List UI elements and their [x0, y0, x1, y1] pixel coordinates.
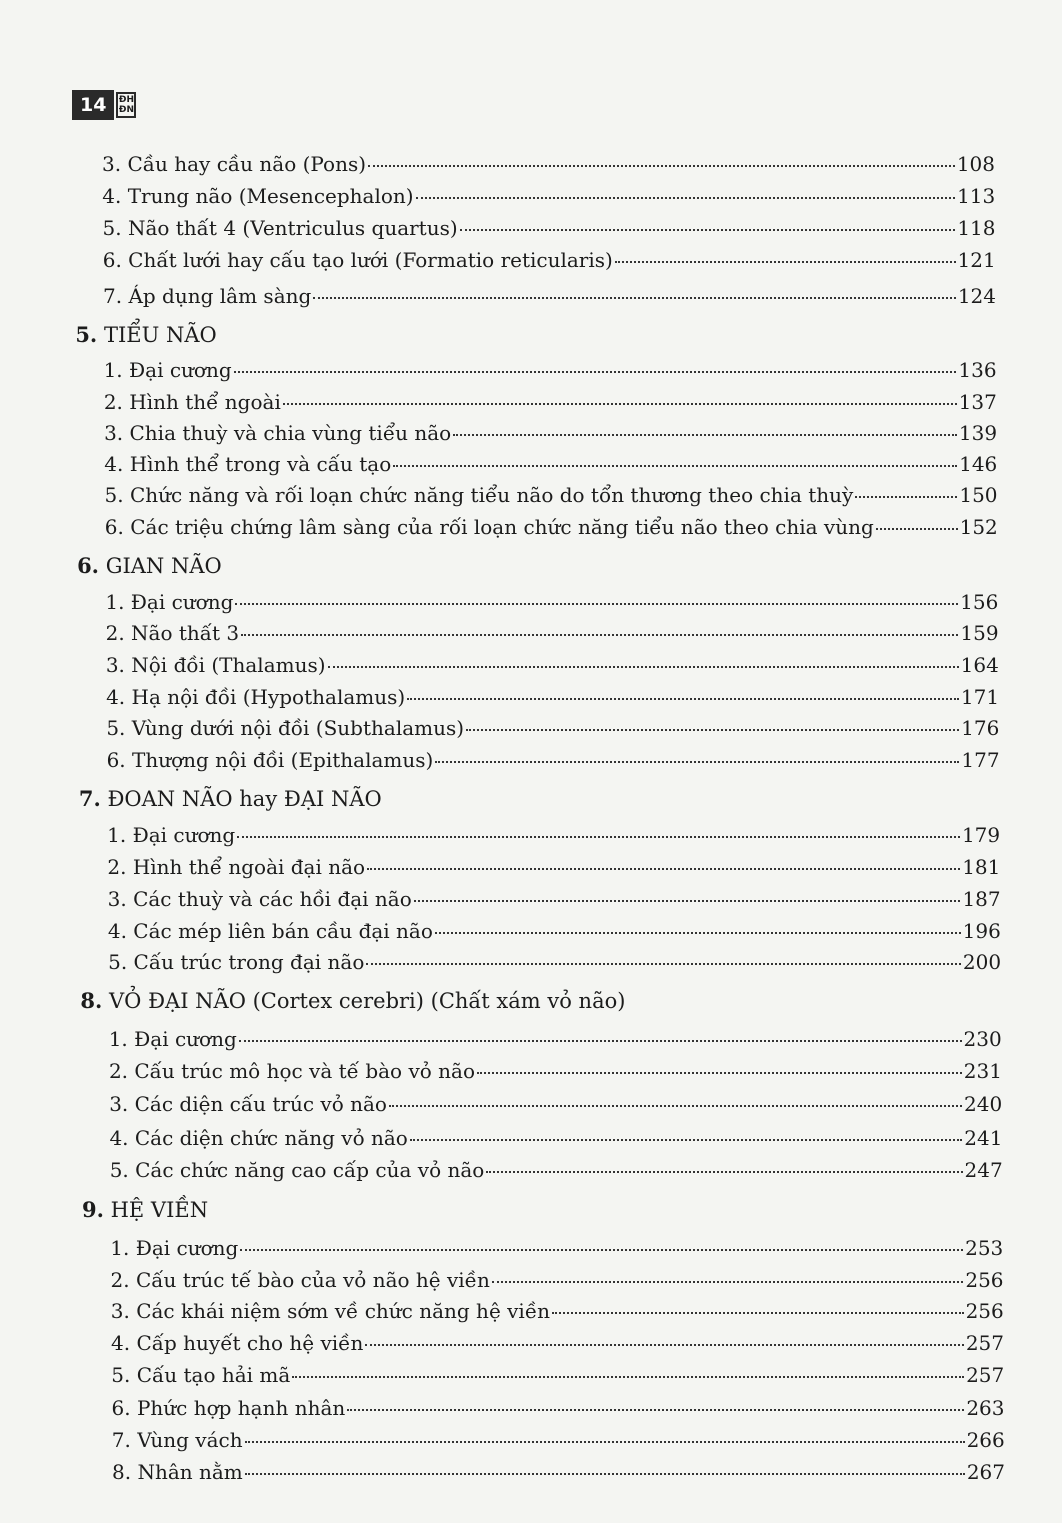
- toc-entry[interactable]: [110, 1236, 1003, 1260]
- toc-entry-title: 7. Áp dụng lâm sàng: [103, 284, 312, 308]
- section-title: ĐOAN NÃO hay ĐẠI NÃO: [107, 787, 382, 811]
- dot-leader: [368, 164, 955, 167]
- toc-entry-page: 200: [962, 950, 1002, 974]
- section-title: GIAN NÃO: [105, 554, 222, 578]
- toc-entry[interactable]: [104, 358, 997, 382]
- publisher-logo-icon: [116, 92, 136, 118]
- toc-entry-title: 8. Nhân nằm: [112, 1460, 243, 1484]
- page-number: 14: [72, 90, 114, 120]
- toc-entry-page: 152: [959, 515, 998, 539]
- section-title: HỆ VIỀN: [110, 1198, 209, 1222]
- toc-entry[interactable]: [111, 1268, 1004, 1292]
- toc-entry-page: 171: [960, 685, 1000, 709]
- toc-entry[interactable]: [104, 421, 997, 445]
- toc-entry-title: 3. Các khái niệm sớm về chức năng hệ viền: [110, 1299, 551, 1323]
- toc-entry-title: 4. Hạ nội đồi (Hypothalamus): [106, 685, 406, 709]
- toc-entry[interactable]: [102, 184, 995, 208]
- toc-entry[interactable]: [103, 216, 996, 240]
- toc-entry-page: 247: [964, 1158, 1003, 1182]
- toc-entry-page: 240: [964, 1092, 1003, 1116]
- toc-entry-title: 3. Các thuỳ và các hồi đại não: [107, 887, 412, 911]
- toc-entry-title: 5. Các chức năng cao cấp của vỏ não: [109, 1158, 485, 1182]
- toc-entry-title: 5. Cấu trúc trong đại não: [108, 950, 365, 974]
- toc-entry-page: 256: [965, 1268, 1004, 1292]
- toc-entry-page: 231: [963, 1059, 1002, 1083]
- toc-entry-page: 181: [962, 855, 1001, 879]
- toc-entry-title: 4. Hình thể trong và cấu tạo: [104, 452, 392, 476]
- toc-entry-page: 108: [956, 152, 995, 176]
- toc-entry-title: 6. Phức hợp hạnh nhân: [111, 1396, 346, 1420]
- section-heading: [80, 988, 625, 1013]
- toc-entry[interactable]: [107, 748, 1000, 772]
- section-heading: [75, 322, 216, 347]
- toc-entry-title: 3. Cầu hay cầu não (Pons): [102, 152, 367, 176]
- section-number: 7.: [78, 786, 101, 811]
- toc-entry-title: 1. Đại cương: [110, 1236, 239, 1260]
- dot-leader: [366, 962, 961, 965]
- dot-leader: [407, 697, 959, 700]
- dot-leader: [414, 899, 961, 902]
- toc-entry-page: 113: [957, 184, 996, 208]
- section-number: 5.: [75, 322, 98, 347]
- toc-entry[interactable]: [112, 1428, 1005, 1452]
- toc-entry-title: 2. Cấu trúc mô học và tế bào vỏ não: [108, 1059, 476, 1083]
- toc-entry[interactable]: [109, 1092, 1002, 1116]
- toc-entry-title: 4. Trung não (Mesencephalon): [102, 184, 414, 208]
- dot-leader: [486, 1170, 962, 1173]
- toc-entry[interactable]: [104, 452, 997, 476]
- dot-leader: [245, 1440, 965, 1443]
- toc-entry-title: 6. Các triệu chứng lâm sàng của rối loạn chức năng tiểu não theo chia vùng: [104, 515, 874, 539]
- dot-leader: [615, 260, 956, 263]
- toc-entry-page: 196: [962, 919, 1001, 943]
- dot-leader: [492, 1280, 963, 1283]
- toc-entry[interactable]: [112, 1396, 1005, 1420]
- toc-entry-page: 230: [963, 1027, 1002, 1051]
- dot-leader: [365, 1343, 963, 1346]
- page-header: [72, 90, 136, 120]
- dot-leader: [393, 464, 957, 467]
- toc-entry[interactable]: [106, 716, 999, 740]
- toc-entry-page: 177: [961, 748, 1000, 772]
- toc-entry-title: 1. Đại cương: [107, 823, 236, 847]
- section-heading: [77, 553, 222, 578]
- section-heading: [82, 1197, 208, 1222]
- dot-leader: [435, 931, 961, 934]
- toc-entry[interactable]: [111, 1299, 1004, 1323]
- toc-entry-page: 253: [965, 1236, 1004, 1260]
- dot-leader: [460, 228, 956, 231]
- dot-leader: [241, 633, 958, 636]
- dot-leader: [235, 602, 958, 605]
- toc-entry-page: 266: [966, 1428, 1005, 1452]
- toc-entry-page: 179: [961, 823, 1001, 847]
- toc-entry-title: 4. Các mép liên bán cầu đại não: [107, 919, 433, 943]
- dot-leader: [876, 527, 958, 530]
- toc-entry[interactable]: [106, 621, 999, 645]
- toc-entry[interactable]: [109, 1059, 1002, 1083]
- dot-leader: [283, 402, 957, 405]
- toc-entry[interactable]: [103, 284, 996, 308]
- toc-entry-title: 1. Đại cương: [103, 358, 232, 382]
- toc-entry-title: 3. Chia thuỳ và chia vùng tiểu não: [104, 421, 452, 445]
- dot-leader: [410, 1138, 962, 1141]
- toc-entry[interactable]: [105, 515, 998, 539]
- dot-leader: [367, 867, 960, 870]
- toc-entry-page: 164: [960, 653, 999, 677]
- toc-entry-title: 2. Não thất 3: [105, 621, 240, 645]
- dot-leader: [237, 835, 960, 838]
- toc-entry[interactable]: [102, 152, 995, 176]
- toc-entry[interactable]: [106, 653, 999, 677]
- toc-entry[interactable]: [109, 1126, 1002, 1150]
- toc-entry[interactable]: [105, 590, 998, 614]
- toc-entry-title: 1. Đại cương: [105, 590, 234, 614]
- dot-leader: [855, 495, 957, 498]
- dot-leader: [234, 370, 957, 373]
- toc-entry-page: 257: [965, 1331, 1004, 1355]
- toc-entry-title: 2. Cấu trúc tế bào của vỏ não hệ viền: [110, 1268, 490, 1292]
- section-title: TIỂU NÃO: [103, 323, 217, 347]
- toc-entry[interactable]: [108, 950, 1001, 974]
- toc-entry-page: 139: [958, 421, 998, 445]
- toc-entry-title: 6. Chất lưới hay cấu tạo lưới (Formatio reticularis): [102, 248, 613, 272]
- toc-entry-page: 241: [964, 1126, 1003, 1150]
- toc-entry[interactable]: [104, 390, 997, 414]
- toc-entry[interactable]: [107, 855, 1000, 879]
- section-title: VỎ ĐẠI NÃO (Cortex cerebri) (Chất xám vỏ não): [109, 989, 626, 1013]
- toc-entry[interactable]: [110, 1158, 1003, 1182]
- toc-entry-title: 3. Nội đồi (Thalamus): [105, 653, 326, 677]
- toc-entry-title: 3. Các diện cấu trúc vỏ não: [109, 1092, 387, 1116]
- logo-top-text: ĐH: [118, 95, 134, 105]
- toc-entry-page: 257: [966, 1363, 1005, 1387]
- section-number: 6.: [77, 553, 99, 578]
- toc-entry-title: 2. Hình thể ngoài: [103, 390, 281, 414]
- toc-entry-page: 124: [957, 284, 997, 308]
- toc-entry-title: 1. Đại cương: [108, 1027, 237, 1051]
- toc-entry-title: 6. Thượng nội đồi (Epithalamus): [106, 748, 434, 772]
- toc-entry-page: 150: [959, 483, 998, 507]
- dot-leader: [416, 196, 955, 199]
- dot-leader: [389, 1104, 962, 1107]
- toc-entry-page: 263: [966, 1396, 1005, 1420]
- toc-entry-title: 4. Cấp huyết cho hệ viền: [111, 1331, 364, 1355]
- toc-entry-page: 267: [966, 1460, 1005, 1484]
- toc-entry[interactable]: [111, 1363, 1004, 1387]
- toc-entry-title: 5. Vùng dưới nội đồi (Subthalamus): [106, 716, 465, 740]
- dot-leader: [313, 296, 956, 299]
- toc-entry[interactable]: [107, 823, 1000, 847]
- section-number: 9.: [81, 1197, 104, 1222]
- toc-entry-title: 2. Hình thể ngoài đại não: [107, 855, 366, 879]
- toc-entry-title: 5. Cấu tạo hải mã: [111, 1363, 291, 1387]
- toc-entry-page: 159: [960, 621, 999, 645]
- toc-entry[interactable]: [106, 685, 999, 709]
- dot-leader: [240, 1248, 963, 1251]
- dot-leader: [245, 1472, 965, 1475]
- dot-leader: [477, 1071, 962, 1074]
- dot-leader: [292, 1375, 964, 1378]
- dot-leader: [239, 1039, 962, 1042]
- dot-leader: [453, 433, 957, 436]
- toc-entry[interactable]: [109, 1027, 1002, 1051]
- toc-entry-page: 187: [962, 887, 1001, 911]
- toc-entry[interactable]: [105, 483, 998, 507]
- section-number: 8.: [80, 988, 103, 1013]
- toc-entry-page: 256: [965, 1299, 1004, 1323]
- dot-leader: [328, 665, 959, 668]
- toc-entry-page: 146: [959, 452, 998, 476]
- toc-entry[interactable]: [103, 248, 996, 272]
- toc-entry[interactable]: [108, 887, 1001, 911]
- section-heading: [79, 786, 382, 811]
- toc-entry-page: 176: [961, 716, 1000, 740]
- toc-entry-page: 136: [958, 358, 997, 382]
- dot-leader: [347, 1408, 964, 1411]
- toc-entry-title: 5. Não thất 4 (Ventriculus quartus): [102, 216, 458, 240]
- dot-leader: [435, 760, 959, 763]
- toc-entry-page: 121: [957, 248, 996, 272]
- toc-entry-page: 118: [957, 216, 996, 240]
- toc-entry[interactable]: [108, 919, 1001, 943]
- dot-leader: [466, 728, 959, 731]
- toc-entry-page: 137: [958, 390, 997, 414]
- toc-entry-title: 5. Chức năng và rối loạn chức năng tiểu não do tổn thương theo chia thuỳ: [104, 483, 854, 507]
- logo-bottom-text: ĐN: [118, 105, 134, 115]
- toc-entry-title: 4. Các diện chức năng vỏ não: [109, 1126, 408, 1150]
- toc-entry-page: 156: [960, 590, 999, 614]
- toc-entry[interactable]: [111, 1331, 1004, 1355]
- toc-entry[interactable]: [112, 1460, 1005, 1484]
- toc-entry-title: 7. Vùng vách: [111, 1428, 243, 1452]
- dot-leader: [552, 1311, 964, 1314]
